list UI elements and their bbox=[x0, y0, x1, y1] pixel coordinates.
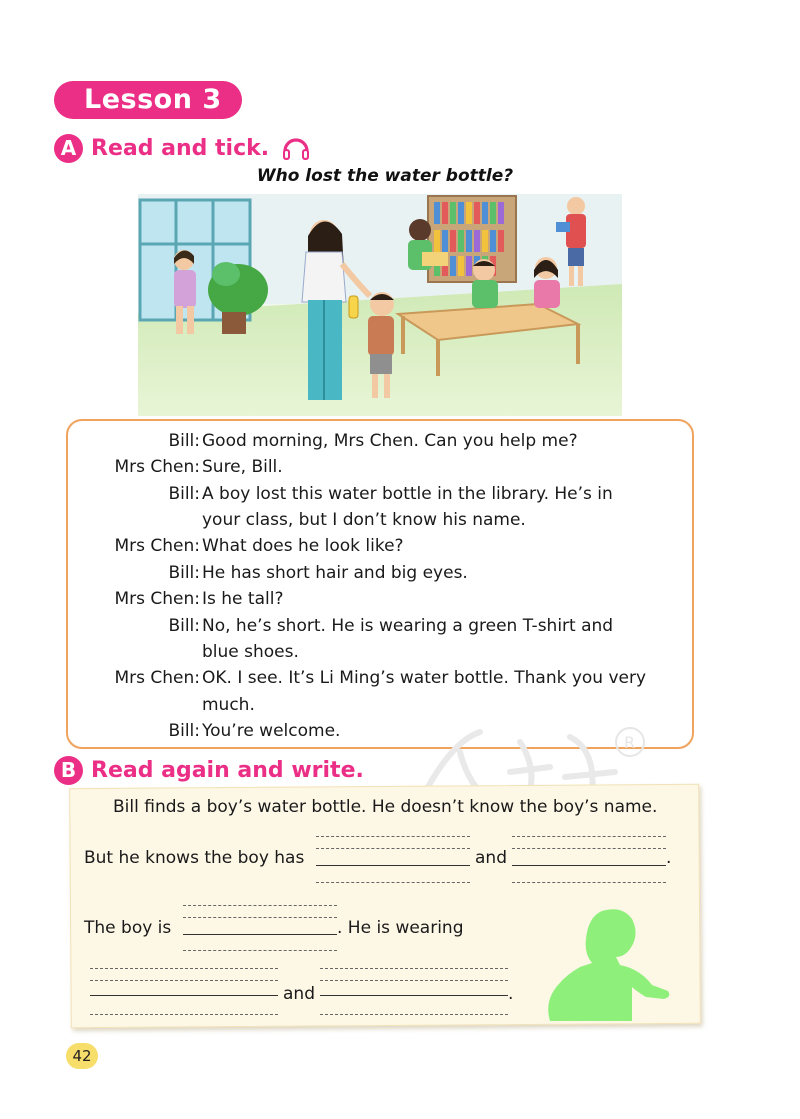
page-number: 42 bbox=[66, 1043, 98, 1069]
speaker-name: Bill: bbox=[168, 616, 200, 636]
speech-text: Sure, Bill. bbox=[202, 457, 283, 477]
speech-text: He has short hair and big eyes. bbox=[202, 563, 468, 583]
speech-text: A boy lost this water bottle in the library. He’s in bbox=[202, 484, 613, 504]
answer-blank-4[interactable] bbox=[90, 968, 278, 1016]
speaker-name: Mrs Chen: bbox=[114, 457, 200, 477]
speech-text: OK. I see. It’s Li Ming’s water bottle. Thank you very bbox=[202, 668, 647, 688]
speaker-name: Mrs Chen: bbox=[114, 668, 200, 688]
library-scene-illustration bbox=[138, 194, 622, 416]
svg-text:R: R bbox=[624, 733, 636, 752]
answer-blank-5[interactable] bbox=[320, 968, 508, 1016]
exercise-and-2: and bbox=[283, 984, 315, 1004]
speech-text: No, he’s short. He is wearing a green T-shirt and bbox=[202, 616, 614, 636]
speech-text: You’re welcome. bbox=[202, 721, 341, 741]
speech-text: What does he look like? bbox=[202, 536, 404, 556]
exercise-sentence-2-start: But he knows the boy has bbox=[84, 848, 305, 868]
speaker-name: Mrs Chen: bbox=[114, 589, 200, 609]
speaker-name: Bill: bbox=[168, 484, 200, 504]
answer-blank-2[interactable] bbox=[512, 836, 666, 886]
exercise-period-1: . bbox=[666, 848, 672, 868]
section-a-header bbox=[54, 133, 311, 163]
section-b-title: Read again and write. bbox=[91, 757, 364, 783]
speaker-name: Bill: bbox=[168, 563, 200, 583]
answer-blank-1[interactable] bbox=[316, 836, 470, 886]
boy-silhouette-image bbox=[540, 905, 672, 1023]
speech-text: much. bbox=[202, 695, 255, 715]
exercise-sentence-1: Bill finds a boy’s water bottle. He doesn’t know the boy’s name. bbox=[113, 797, 658, 817]
lesson-title: Lesson 3 bbox=[54, 81, 242, 119]
headphones-icon[interactable] bbox=[281, 134, 311, 162]
speaker-name: Bill: bbox=[168, 431, 200, 451]
speech-text: blue shoes. bbox=[202, 642, 299, 662]
section-a-badge: A bbox=[54, 134, 83, 163]
section-b-badge: B bbox=[54, 756, 83, 785]
section-a-question: Who lost the water bottle? bbox=[256, 166, 514, 186]
section-a-title: Read and tick. bbox=[91, 135, 270, 161]
exercise-sentence-3-start: The boy is bbox=[84, 918, 172, 938]
section-b-header bbox=[54, 755, 364, 785]
exercise-period-2: . bbox=[508, 984, 514, 1004]
speaker-name: Mrs Chen: bbox=[114, 536, 200, 556]
dialogue-box bbox=[66, 419, 694, 749]
exercise-sentence-3-end: . He is wearing bbox=[337, 918, 464, 938]
exercise-and-1: and bbox=[475, 848, 507, 868]
speech-text: Good morning, Mrs Chen. Can you help me? bbox=[202, 431, 578, 451]
answer-blank-3[interactable] bbox=[183, 905, 337, 953]
speaker-name: Bill: bbox=[168, 721, 200, 741]
speech-text: your class, but I don’t know his name. bbox=[202, 510, 526, 530]
speech-text: Is he tall? bbox=[202, 589, 284, 609]
